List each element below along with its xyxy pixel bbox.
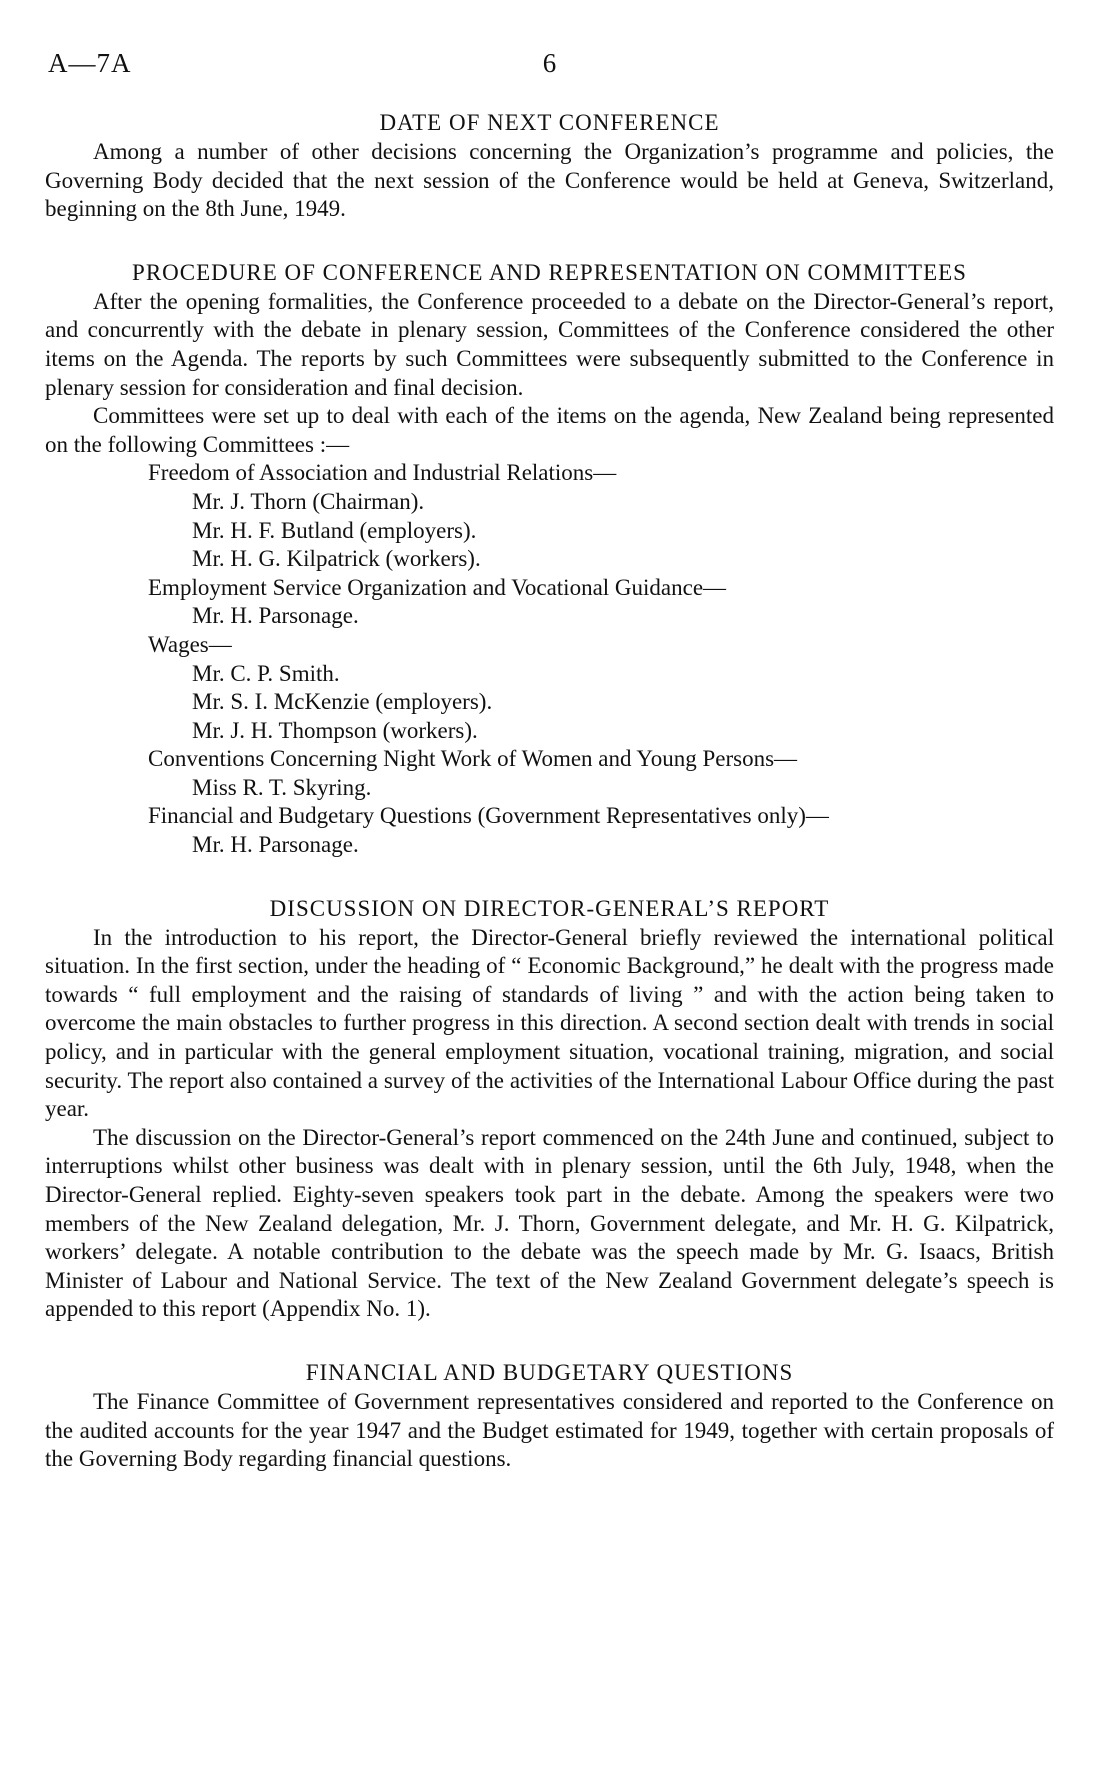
section-heading: FINANCIAL AND BUDGETARY QUESTIONS — [305, 1359, 794, 1385]
committee-member: Mr. H. Parsonage. — [192, 832, 359, 858]
committee-member: Mr. H. Parsonage. — [192, 603, 359, 629]
paragraph: The discussion on the Director-General’s report commenced on the 24th June and continued, subject to interruptions whilst other business was dealt with in plenary session, until the 6th July, 1948, when the Director-General replied. Eighty-seven speakers took part in the debate. Among the speakers were two members of the New Zealand delegation, Mr. J. Thorn, Government delegate, and Mr. H. G. Kilpatrick, workers’ delegate. A notable contribution to the debate was the speech made by Mr. G. Isaacs, British Minister of Labour and National Service. The text of the New Zealand Government delegate’s speech is appended to this report (Appendix No. 1). — [45, 1124, 1054, 1322]
committee-member: Mr. J. Thorn (Chairman). — [192, 488, 425, 514]
committee-name: Financial and Budgetary Questions (Government Representatives only)— — [148, 803, 829, 829]
section-financial-and-budgetary-questions — [45, 1358, 1054, 1474]
section-date-of-next-conference — [45, 108, 1054, 224]
section-heading: PROCEDURE OF CONFERENCE AND REPRESENTATION ON COMMITTEES — [132, 259, 967, 285]
paragraph: Among a number of other decisions concerning the Organization’s programme and policies, the Governing Body decided that the next session of the Conference would be held at Geneva, Switzerland, beginning on the 8th June, 1949. — [45, 139, 1054, 222]
paragraph: The Finance Committee of Government representatives considered and reported to the Conference on the audited accounts for the year 1947 and the Budget estimated for 1949, together with certain proposals of the Governing Body regarding financial questions. — [45, 1388, 1054, 1472]
committee-item — [45, 631, 1054, 745]
committee-member: Mr. J. H. Thompson (workers). — [192, 717, 478, 743]
committee-list — [45, 459, 1054, 859]
section-heading: DATE OF NEXT CONFERENCE — [379, 110, 720, 135]
page-number: 6 — [542, 48, 557, 78]
committee-member: Mr. H. G. Kilpatrick (workers). — [192, 546, 481, 572]
document-reference: A—7A — [48, 48, 132, 78]
committee-item — [45, 574, 1054, 631]
committee-member: Mr. C. P. Smith. — [192, 660, 340, 686]
committee-item — [45, 459, 1054, 573]
section-procedure-and-representation — [45, 258, 1054, 860]
committee-item — [45, 802, 1054, 859]
section-discussion-director-general-report — [45, 894, 1054, 1324]
committee-member: Mr. S. I. McKenzie (employers). — [192, 689, 493, 715]
page-header — [45, 0, 1054, 80]
committee-item — [45, 745, 1054, 802]
committee-name: Conventions Concerning Night Work of Women and Young Persons— — [148, 746, 798, 772]
committee-name: Freedom of Association and Industrial Relations— — [148, 460, 617, 486]
section-heading: DISCUSSION ON DIRECTOR-GENERAL’S REPORT — [269, 895, 830, 921]
committee-name: Wages— — [148, 631, 232, 657]
paragraph: Committees were set up to deal with each of the items on the agenda, New Zealand being represented on the following Committees :— — [45, 403, 1054, 457]
paragraph: In the introduction to his report, the Director-General briefly reviewed the international political situation. In the first section, under the heading of “ Economic Background,” he dealt with the progress made towards “ full employment and the raising of standards of living ” and with the action being taken to overcome the main obstacles to further progress in this direction. A second section dealt with trends in social policy, and in particular with the general employment situation, vocational training, migration, and social security. The report also contained a survey of the activities of the International Labour Office during the past year. — [45, 924, 1054, 1122]
committee-name: Employment Service Organization and Vocational Guidance— — [148, 574, 727, 600]
committee-member: Mr. H. F. Butland (employers). — [192, 517, 477, 543]
paragraph: After the opening formalities, the Conference proceeded to a debate on the Director-General’s report, and concurrently with the debate in plenary session, Committees of the Conference considered the other items on the Agenda. The reports by such Committees were subsequently submitted to the Conference in plenary session for consideration and final decision. — [45, 288, 1054, 400]
committee-member: Miss R. T. Skyring. — [192, 774, 372, 800]
